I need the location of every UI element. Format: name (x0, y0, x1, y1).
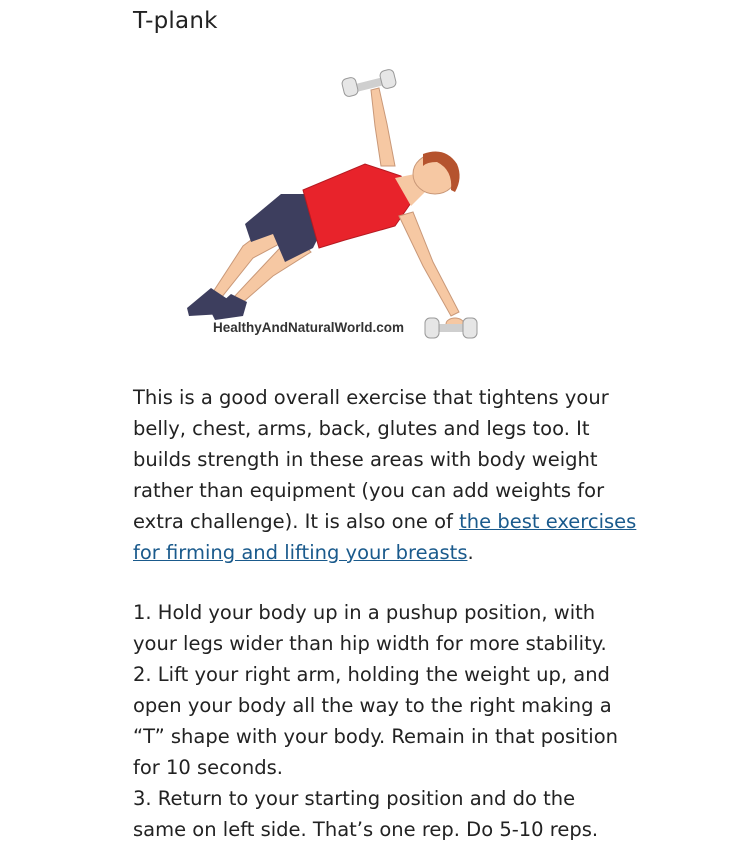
exercise-illustration (133, 66, 493, 356)
article-title: T-plank (133, 8, 218, 34)
intro-line-text: extra challenge). It is also one of (133, 510, 460, 533)
step-line: your legs wider than hip width for more stability. (133, 632, 607, 655)
step-line: for 10 seconds. (133, 756, 283, 779)
best-exercises-link[interactable]: the best exercises (459, 510, 637, 533)
step-line: “T” shape with your body. Remain in that position (133, 725, 618, 748)
step-line: 2. Lift your right arm, holding the weight up, and (133, 663, 610, 686)
steps-paragraph (133, 597, 653, 845)
intro-line: builds strength in these areas with body weight (133, 448, 598, 471)
step-line: same on left side. That’s one rep. Do 5-10 reps. (133, 818, 599, 841)
best-exercises-link-continued[interactable]: for firming and lifting your breasts (133, 541, 468, 564)
intro-paragraph (133, 382, 653, 568)
intro-line (133, 506, 653, 537)
intro-line-end: . (467, 541, 474, 564)
step-line: open your body all the way to the right making a (133, 694, 612, 717)
watermark-text: HealthyAndNaturalWorld.com (213, 320, 405, 335)
intro-line: rather than equipment (you can add weights for (133, 479, 605, 502)
intro-line: This is a good overall exercise that tightens your (133, 386, 609, 409)
step-line: 3. Return to your starting position and do the (133, 787, 576, 810)
intro-line (133, 537, 653, 568)
step-line: 1. Hold your body up in a pushup position, with (133, 601, 596, 624)
intro-line: belly, chest, arms, back, glutes and legs too. It (133, 417, 590, 440)
t-plank-figure-icon (133, 66, 493, 356)
